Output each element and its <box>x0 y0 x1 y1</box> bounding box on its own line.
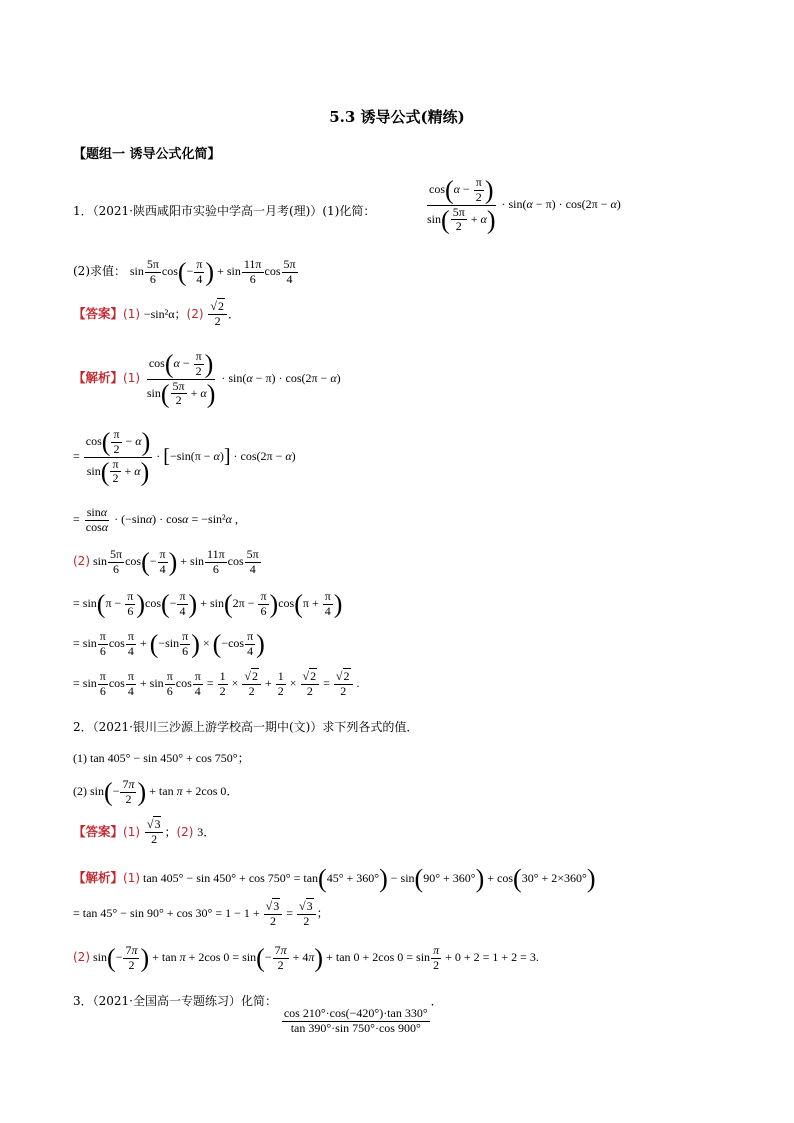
q3-stem: 3．（2021·全国高一专题练习）化简： $\frac{\cos 210^\circ\cdot\cos(-420^\circ)\cdot\tan 330^\circ}{\tan 390^\circ\cdot\sin 750^\circ\cdot\cos 900^\circ}$ ． <box>73 994 443 1035</box>
q1-solution-line1: 【解析】(1) cos(α − $\frac{\pi}{2}$ ) sin( $\frac{5\pi}{2}$ + α) · sin(α − π) · cos(2π − α) <box>73 349 341 408</box>
q1-expression-1: cos(α − $\frac{\pi}{2}$ ) sin( $\frac{5\pi}{2}$ + α) · sin(α − π) · cos(2π − α) <box>427 175 621 234</box>
q1-solution-part2-line3: = sin $\frac{\pi}{6}$ cos $\frac{\pi}{4}$ + (−sin $\frac{\pi}{6}$ ) × (−cos $\frac{\pi}{4}$ ) <box>73 629 265 659</box>
section-heading: 【题组一 诱导公式化简】 <box>73 147 221 162</box>
q1-stem <box>73 202 375 219</box>
q1-source: （2021·陕西咸阳市实验中学高一月考(理)） <box>92 204 323 218</box>
q2-part1: (1) tan 405° − sin 450° + cos 750°； <box>73 751 250 765</box>
q1-solution-part2-line4: = sin $\frac{\pi}{6}$ cos $\frac{\pi}{4}$ + sin $\frac{\pi}{6}$ cos $\frac{\pi}{4}$ = $\frac{1}{2}$ × $\frac{√2}{2}$ + $\frac{1}{2}$ × $\frac{√2}{2}$ = $\frac{√2}{2}$ . <box>73 669 360 698</box>
q1-number: 1． <box>73 204 93 218</box>
q2-solution-line2: = tan 45° − sin 90° + cos 30° = 1 − 1 + $\frac{√3}{2}$ = $\frac{√3}{2}$ ； <box>73 899 329 928</box>
q3-source: （2021·全国高一专题练习） <box>92 994 241 1008</box>
q2-solution-line1: 【解析】(1) tan 405° − sin 450° + cos 750° = tan(45° + 360°) − sin(90° + 360°) + cos(30° + 2×360°) <box>73 864 596 893</box>
page-title: 5.3 诱导公式(精练) <box>329 108 465 126</box>
q2-part2: (2) sin(− $\frac{7\pi}{2}$ ) + tan π + 2cos 0． <box>73 777 239 807</box>
q3-number: 3． <box>73 994 93 1008</box>
q2-answer: 【答案】(1) $\frac{√3}{2}$ ；(2) 3． <box>73 817 216 846</box>
q1-part1-label: (1)化简： <box>322 204 376 218</box>
q2-stem: 2．（2021·银川三沙源上游学校高一期中(文)）求下列各式的值． <box>73 720 419 734</box>
answer-tag: 【答案】 <box>73 305 124 321</box>
q2-source: （2021·银川三沙源上游学校高一期中(文)） <box>92 720 323 734</box>
q1-part2: (2)求值： sin $\frac{5\pi}{6}$ cos(− $\frac{\pi}{4}$ ) + sin $\frac{11\pi}{6}$ cos $\frac{5\pi}{4}$ <box>73 257 296 287</box>
q2-solution-line3: (2) sin(− $\frac{7\pi}{2}$ ) + tan π + 2cos 0 = sin(− $\frac{7\pi}{2}$ + 4π) + tan 0 + 2cos 0 = sin $\frac{\pi}{2}$ + 0 + 2 = 1 + 2 = 3. <box>73 943 539 973</box>
q1-answer: 【答案】(1) −sin²α；(2) $\frac{√2}{2}$ ． <box>73 299 240 328</box>
q1-solution-line3: = $\frac{\sin\alpha}{\cos\alpha}$ · (−sinα) · cosα = −sin²α , <box>73 505 238 534</box>
q1-solution-part2-line1: (2) sin $\frac{5\pi}{6}$ cos(− $\frac{\pi}{4}$ ) + sin $\frac{11\pi}{6}$ cos $\frac{5\pi}{4}$ <box>73 547 259 577</box>
q1-solution-line2: = cos( $\frac{\pi}{2}$ − α) sin( $\frac{\pi}{2}$ + α) · [−sin(π − α)] · cos(2π − α) <box>73 427 296 486</box>
q2-number: 2． <box>73 720 93 734</box>
analysis-tag: 【解析】 <box>73 369 124 385</box>
q1-solution-part2-line2: = sin(π − $\frac{\pi}{6}$ )cos(− $\frac{\pi}{4}$ ) + sin(2π − $\frac{\pi}{6}$ )cos(π + $\frac{\pi}{4}$ ) <box>73 589 343 619</box>
